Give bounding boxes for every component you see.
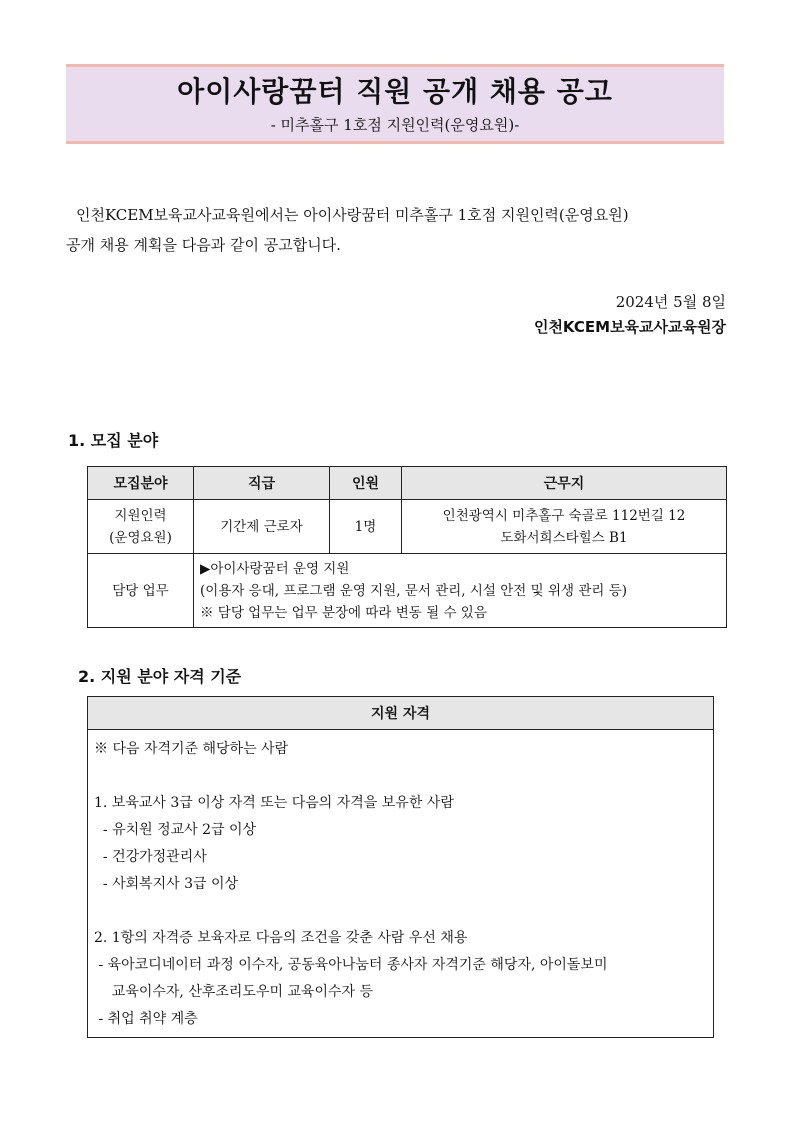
intro-paragraph (66, 200, 726, 260)
announcement-date: 2024년 5월 8일 (615, 293, 726, 311)
qualification-line: - 사회복지사 3급 이상 (94, 876, 239, 892)
date-signature-block (534, 290, 726, 340)
cell-field (88, 500, 194, 554)
table-header-row (88, 697, 714, 730)
page-subtitle: - 미추홀구 1호점 지원인력(운영요원)- (270, 116, 520, 134)
duty-line: ▶아이사랑꿈터 운영 지원 (200, 560, 350, 577)
cell-qualification-content (88, 730, 714, 1038)
table-row (88, 500, 727, 554)
qualification-line: - 육아코디네이터 과정 이수자, 공동육아나눔터 종사자 자격기준 해당자, 아이돌보미 (94, 957, 608, 973)
table-row (88, 730, 714, 1038)
header-qualification: 지원 자격 (88, 697, 714, 730)
table-header-row (88, 467, 727, 500)
qualification-line: - 건강가정관리사 (94, 849, 207, 865)
table-row-duty (88, 554, 727, 628)
header-location: 근무지 (402, 467, 727, 500)
cell-duty-label: 담당 업무 (88, 554, 194, 628)
recruitment-table (87, 466, 727, 628)
cell-rank: 기간제 근로자 (194, 500, 330, 554)
qualification-line: 1. 보육교사 3급 이상 자격 또는 다음의 자격을 보유한 사람 (94, 795, 454, 811)
header-rank: 직급 (194, 467, 330, 500)
qualification-line (94, 763, 707, 790)
field-line-1: 지원인력 (114, 507, 167, 524)
section-2-title: 2. 지원 분야 자격 기준 (78, 667, 242, 686)
field-line-2: (운영요원) (109, 529, 172, 546)
cell-count: 1명 (330, 500, 402, 554)
intro-line-2: 공개 채용 계획을 다음과 같이 공고합니다. (66, 236, 341, 254)
qualification-line: - 취업 취약 계층 (94, 1011, 198, 1027)
location-line-2: 도화서희스타힐스 B1 (500, 529, 628, 546)
intro-line-1: 인천KCEM보육교사교육원에서는 아이사랑꿈터 미추홀구 1호점 지원인력(운영요원) (76, 206, 629, 224)
duty-line: ※ 담당 업무는 업무 분장에 따라 변동 될 수 있음 (200, 604, 487, 621)
title-banner (66, 64, 724, 144)
header-count: 인원 (330, 467, 402, 500)
qualification-line: 2. 1항의 자격증 보육자로 다음의 조건을 갖춘 사람 우선 채용 (94, 930, 468, 946)
qualification-line (94, 898, 707, 925)
qualification-line: - 유치원 정교사 2급 이상 (94, 822, 257, 838)
page-title: 아이사랑꿈터 직원 공개 채용 공고 (177, 75, 613, 108)
section-1-title: 1. 모집 분야 (68, 431, 159, 450)
qualification-line: ※ 다음 자격기준 해당하는 사람 (94, 741, 289, 757)
location-line-1: 인천광역시 미추홀구 숙골로 112번길 12 (442, 507, 686, 524)
qualification-line: 교육이수자, 산후조리도우미 교육이수자 등 (94, 984, 374, 1000)
cell-location (402, 500, 727, 554)
duty-line: (이용자 응대, 프로그램 운영 지원, 문서 관리, 시설 안전 및 위생 관리 등) (200, 582, 628, 599)
qualification-table (87, 696, 714, 1038)
cell-duty-content (194, 554, 727, 628)
signer-name: 인천KCEM보육교사교육원장 (533, 318, 726, 336)
header-field: 모집분야 (88, 467, 194, 500)
